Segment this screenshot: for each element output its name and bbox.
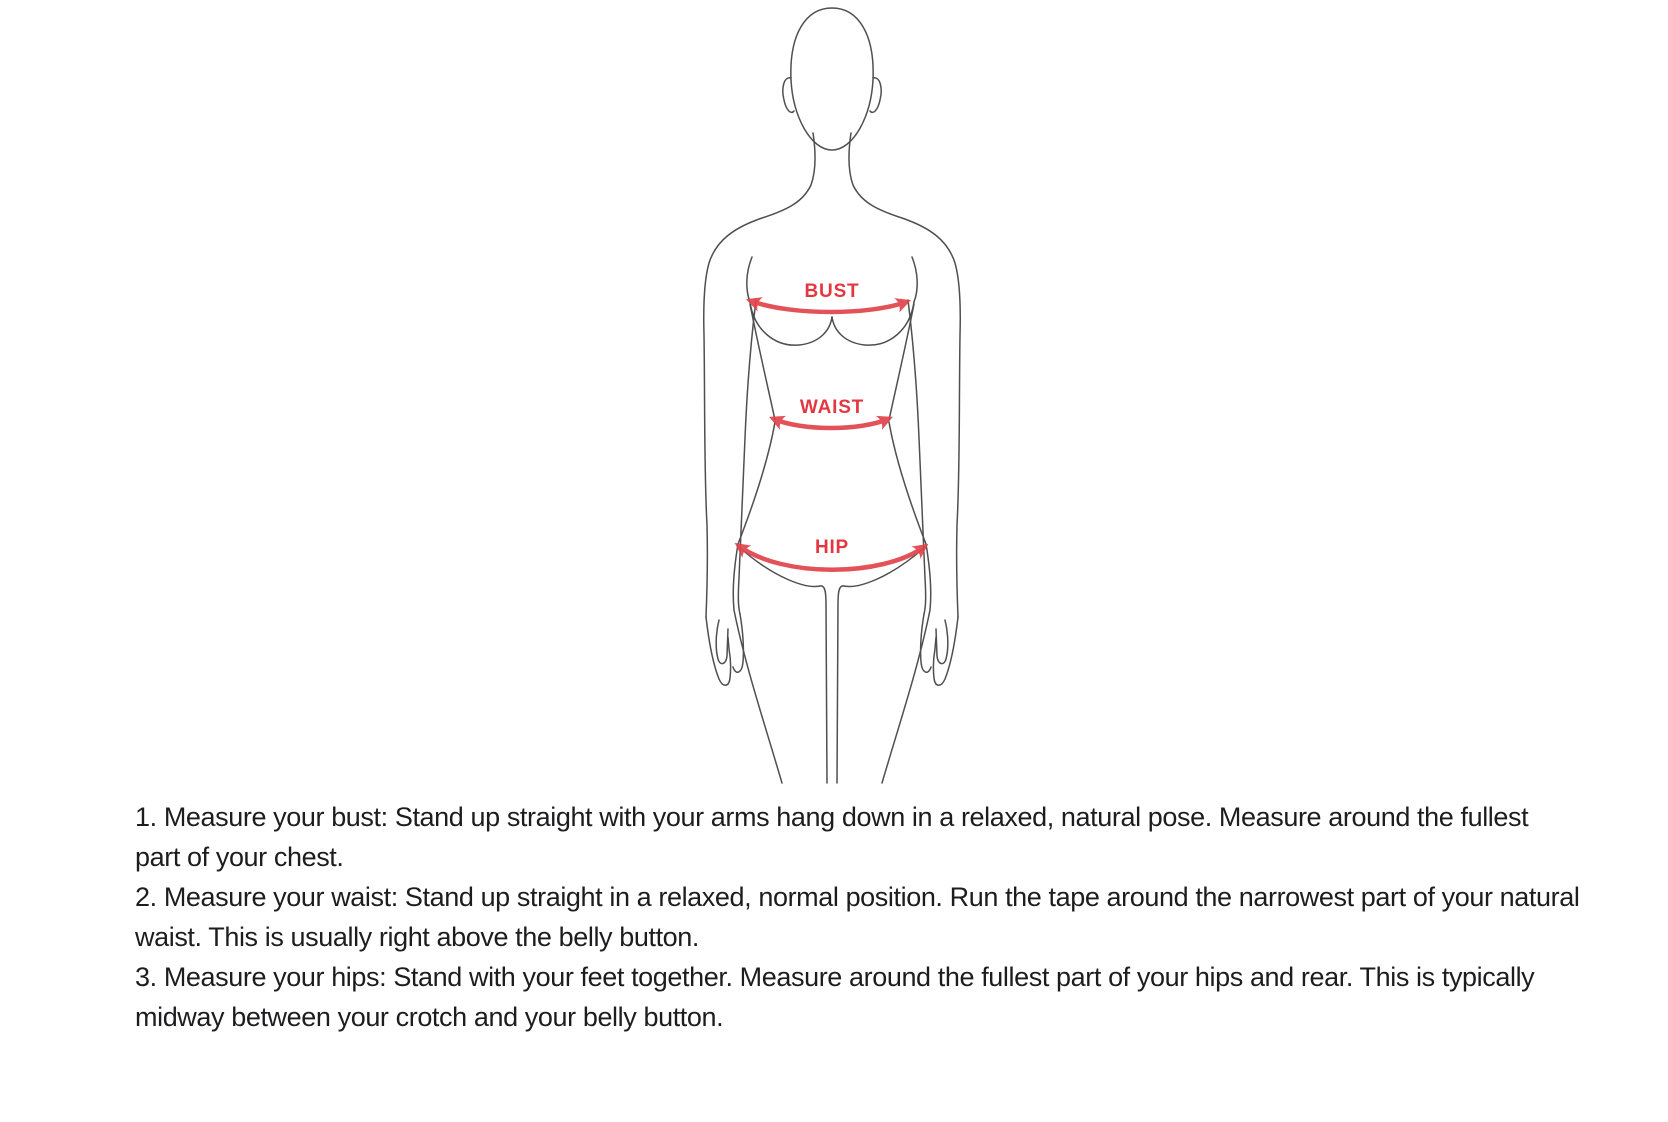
left-inner-arm xyxy=(738,300,756,614)
measurement-figure xyxy=(650,0,1010,800)
waist-measurement-arrow xyxy=(774,419,888,428)
right-bikini-inner-leg xyxy=(837,547,925,783)
left-hand-finger xyxy=(716,620,728,664)
measurement-instructions xyxy=(135,797,1580,1037)
head-outline xyxy=(791,8,873,150)
left-breast-side xyxy=(747,257,752,302)
right-breast-side xyxy=(912,257,917,302)
measurement-arrows xyxy=(739,301,924,570)
left-outer-leg xyxy=(733,544,782,783)
instruction-item-waist: 2. Measure your waist: Stand up straight in a relaxed, normal position. Run the tape around the narrowest part of your natural waist. This is usually right above the belly button. xyxy=(135,882,1580,952)
hip-label: HIP xyxy=(814,537,850,558)
instruction-item-bust: 1. Measure your bust: Stand up straight with your arms hang down in a relaxed, natural pose. Measure around the fullest part of your chest. xyxy=(135,802,1529,872)
bust-label: BUST xyxy=(804,281,860,302)
right-inner-arm xyxy=(908,300,926,614)
body-measurement-diagram xyxy=(650,0,1010,800)
left-neck-shoulder-arm xyxy=(704,133,815,617)
instruction-item-hips: 3. Measure your hips: Stand with your feet together. Measure around the fullest part of your hips and rear. This is typically midway between your crotch and your belly button. xyxy=(135,962,1535,1032)
right-outer-leg xyxy=(882,544,931,783)
right-neck-shoulder-arm xyxy=(849,133,960,617)
waist-label: WAIST xyxy=(799,397,865,418)
body-outline xyxy=(704,8,961,783)
left-bikini-inner-leg xyxy=(739,547,827,783)
right-torso-side xyxy=(889,304,914,420)
right-hand-finger xyxy=(936,620,948,664)
bust-measurement-arrow xyxy=(751,301,906,312)
left-torso-side xyxy=(750,304,775,420)
